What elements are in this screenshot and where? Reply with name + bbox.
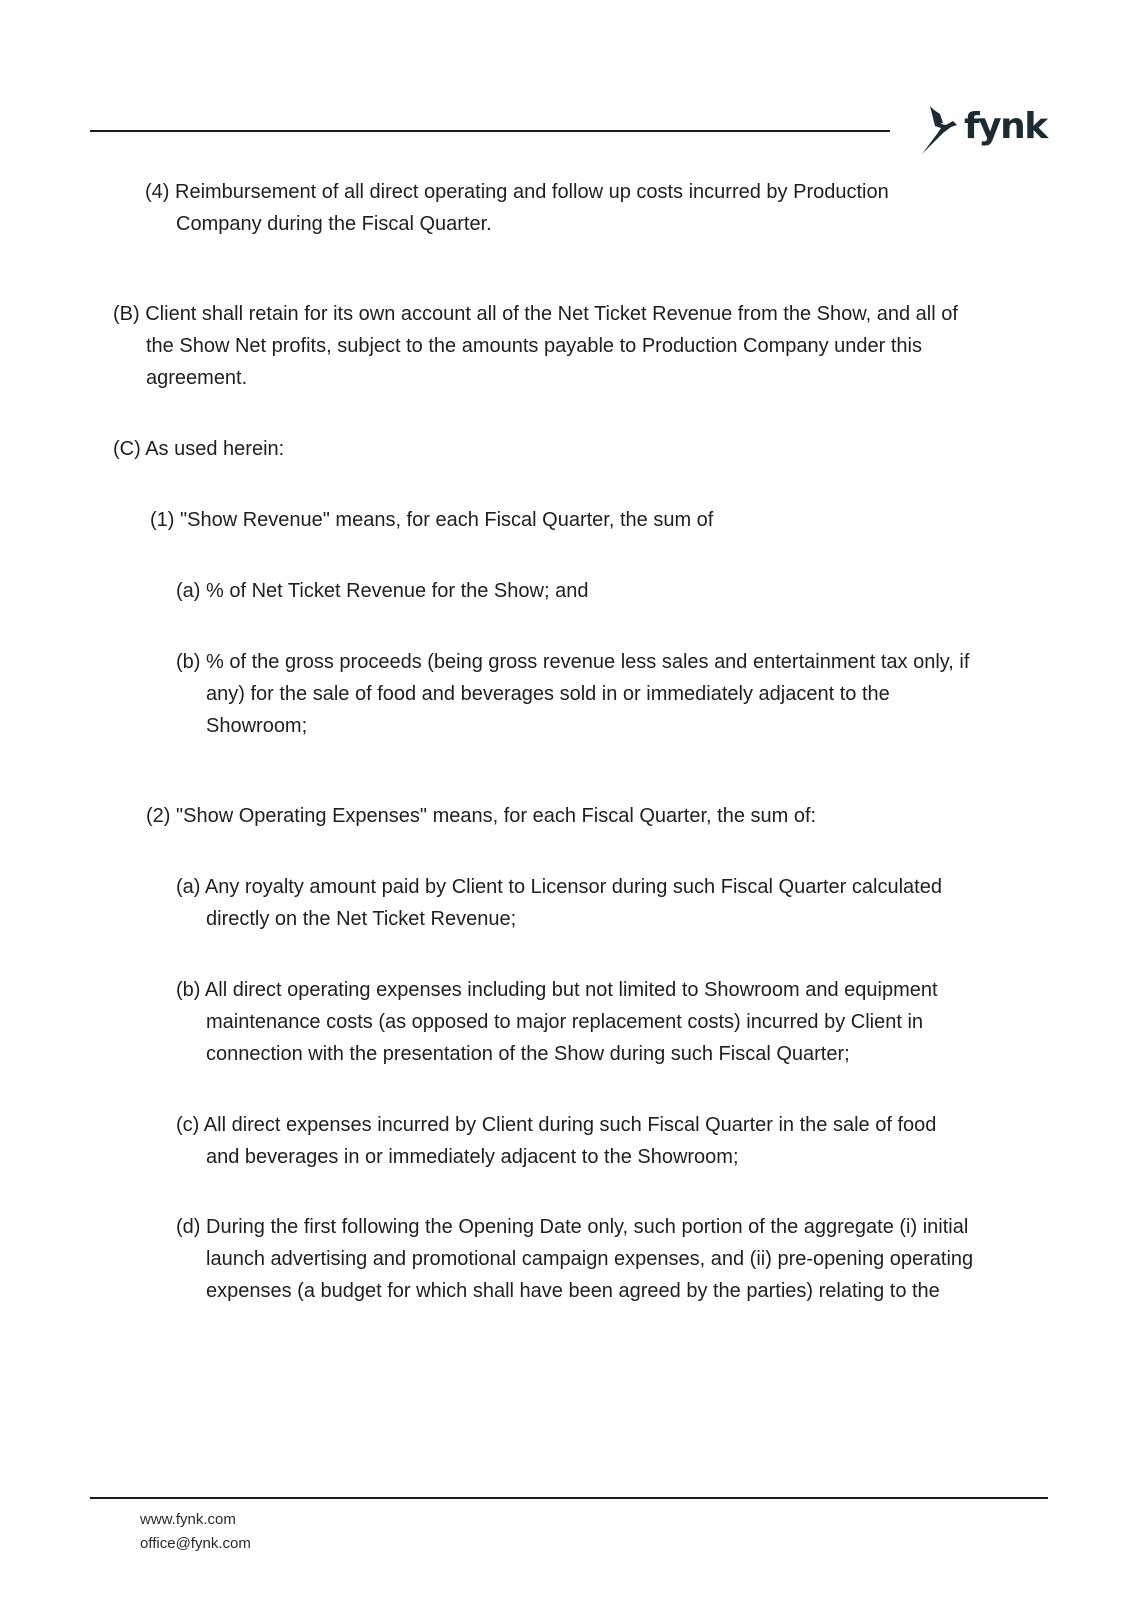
clause-text: During the first following the Opening Date only, such portion of the aggregate (i) initial — [206, 1216, 969, 1238]
clause-marker: (1) — [150, 509, 175, 531]
clause-text: Company during the Fiscal Quarter. — [176, 213, 492, 235]
footer-website-link[interactable]: www.fynk.com — [140, 1511, 236, 1528]
clause-marker: (a) — [176, 580, 201, 602]
clause-c2b — [176, 974, 938, 1006]
clause-c2 — [146, 800, 816, 832]
clause-c2a-cont — [206, 903, 516, 935]
clause-text: As used herein: — [145, 438, 285, 460]
clause-text: Client shall retain for its own account all of the Net Ticket Revenue from the Show, and all of — [145, 303, 958, 325]
clause-c1 — [150, 504, 713, 536]
clause-c1a — [176, 575, 588, 607]
clause-marker: (c) — [176, 1114, 200, 1136]
clause-text: maintenance costs (as opposed to major replacement costs) incurred by Client in — [206, 1011, 924, 1033]
clause-c — [113, 433, 284, 465]
clause-text: "Show Revenue" means, for each Fiscal Quarter, the sum of — [180, 509, 714, 531]
clause-marker: (C) — [113, 438, 141, 460]
clause-text: the Show Net profits, subject to the amounts payable to Production Company under this — [146, 335, 922, 357]
clause-text: any) for the sale of food and beverages sold in or immediately adjacent to the — [206, 683, 890, 705]
clause-text: Any royalty amount paid by Client to Licensor during such Fiscal Quarter calculated — [204, 876, 942, 898]
clause-text: launch advertising and promotional campaign expenses, and (ii) pre-opening operating — [206, 1248, 974, 1270]
clause-b — [113, 298, 958, 330]
clause-text: Reimbursement of all direct operating and follow up costs incurred by Production — [175, 181, 889, 203]
clause-c2c — [176, 1109, 936, 1141]
clause-text: directly on the Net Ticket Revenue; — [206, 908, 517, 930]
fynk-bird-logo-icon — [920, 104, 960, 156]
clause-text: % of the gross proceeds (being gross revenue less sales and entertainment tax only, if — [206, 651, 970, 673]
clause-c2b-cont — [206, 1006, 923, 1038]
clause-text: % of Net Ticket Revenue for the Show; and — [206, 580, 589, 602]
brand-logo — [920, 104, 1047, 160]
clause-marker: (d) — [176, 1216, 201, 1238]
clause-text: agreement. — [146, 367, 248, 389]
clause-text: and beverages in or immediately adjacent to the Showroom; — [206, 1146, 739, 1168]
clause-text: Showroom; — [206, 715, 308, 737]
brand-name: fynk — [964, 106, 1047, 147]
clause-text: All direct expenses incurred by Client during such Fiscal Quarter in the sale of food — [203, 1114, 937, 1136]
clause-a4-cont — [176, 208, 492, 240]
clause-c1b — [176, 646, 969, 678]
clause-text: connection with the presentation of the Show during such Fiscal Quarter; — [206, 1043, 850, 1065]
clause-marker: (2) — [146, 805, 171, 827]
clause-c2b-cont — [206, 1038, 850, 1070]
clause-c1b-cont — [206, 678, 890, 710]
clause-b-cont — [146, 362, 247, 394]
header-divider — [90, 130, 890, 132]
clause-text: "Show Operating Expenses" means, for each Fiscal Quarter, the sum of: — [176, 805, 817, 827]
footer-divider — [90, 1497, 1048, 1499]
clause-marker: (b) — [176, 979, 201, 1001]
clause-b-cont — [146, 330, 922, 362]
clause-marker: (a) — [176, 876, 201, 898]
clause-text: expenses (a budget for which shall have been agreed by the parties) relating to the — [206, 1280, 940, 1302]
clause-marker: (4) — [145, 181, 170, 203]
clause-c2d — [176, 1211, 968, 1243]
clause-c2c-cont — [206, 1141, 739, 1173]
footer-email-link[interactable]: office@fynk.com — [140, 1535, 251, 1552]
clause-c2a — [176, 871, 942, 903]
clause-c1b-cont — [206, 710, 307, 742]
clause-c2d-cont — [206, 1243, 973, 1275]
clause-marker: (B) — [113, 303, 140, 325]
clause-marker: (b) — [176, 651, 201, 673]
clause-c2d-cont — [206, 1275, 940, 1307]
clause-a4 — [145, 176, 889, 208]
clause-text: All direct operating expenses including but not limited to Showroom and equipment — [204, 979, 938, 1001]
